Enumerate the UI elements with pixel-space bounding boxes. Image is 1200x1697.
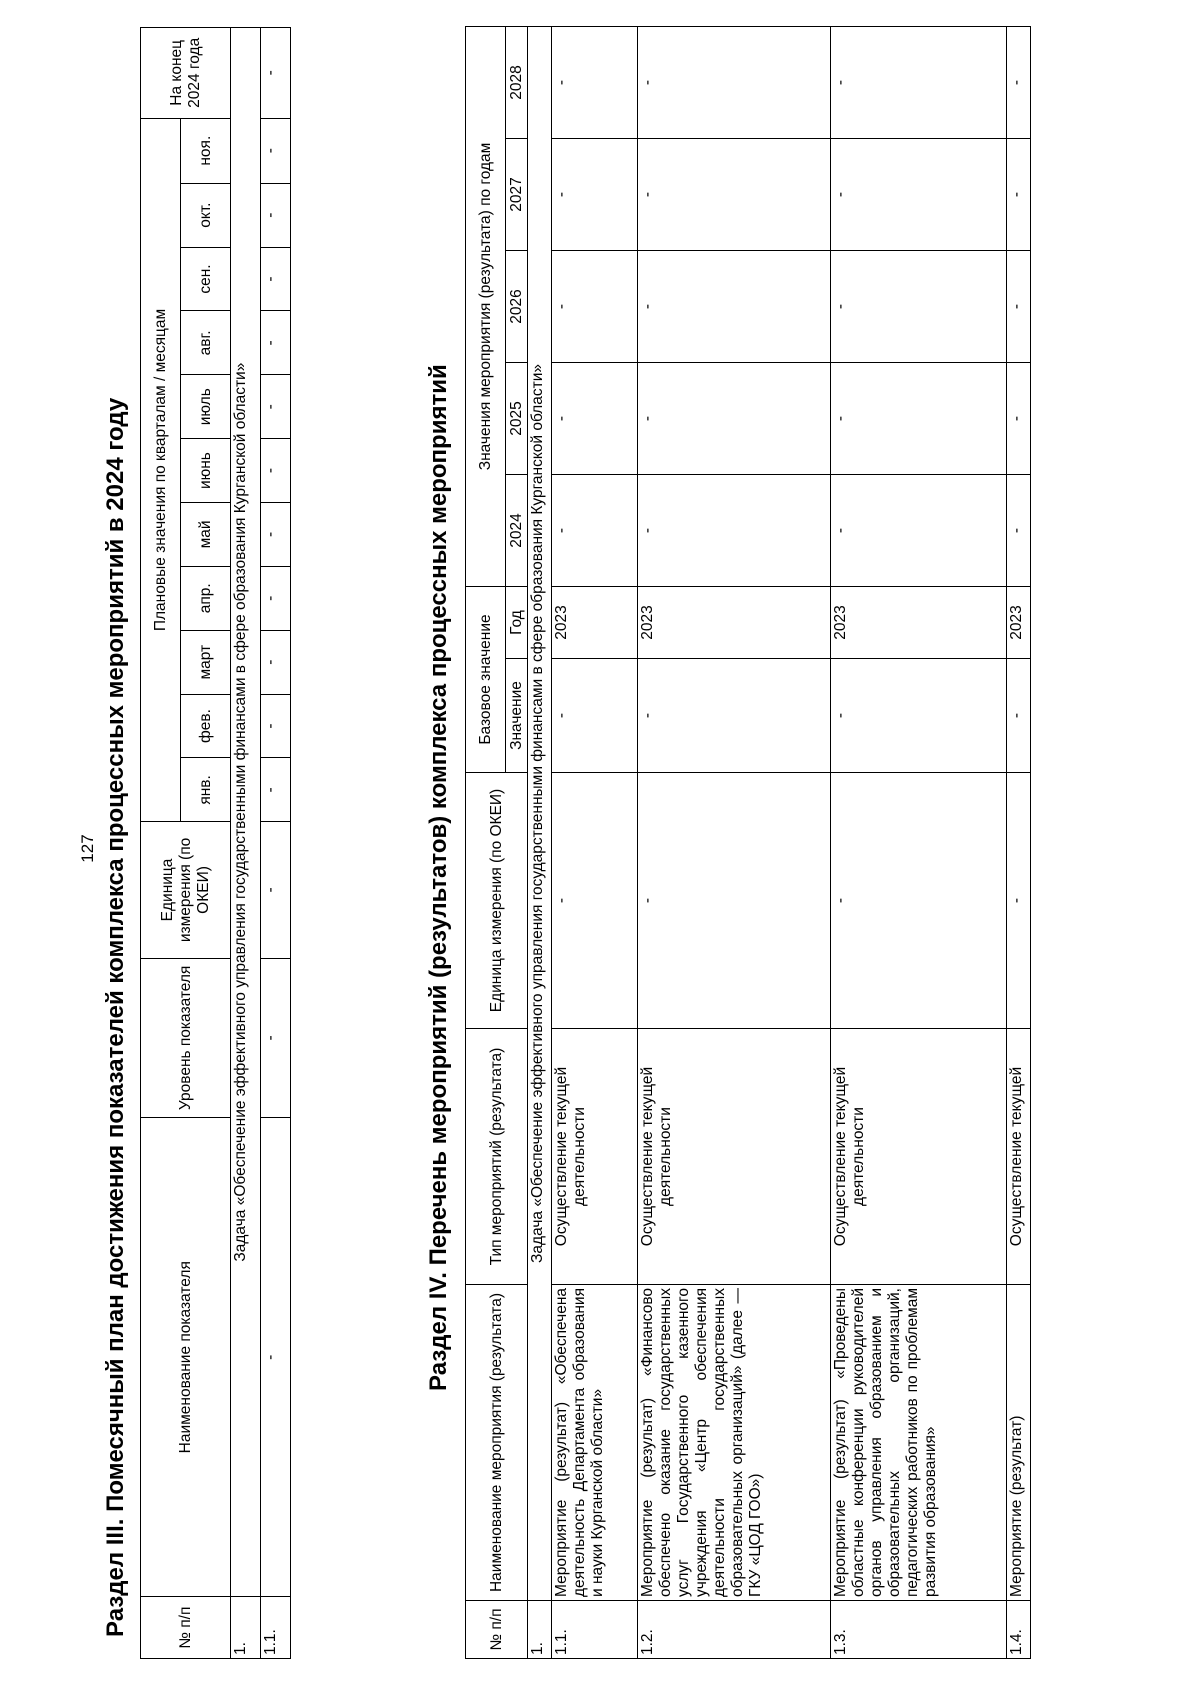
s3-row-level: - <box>261 958 291 1118</box>
s4-row-year-value: - <box>1007 138 1031 250</box>
s4-row-base-value: - <box>831 659 1007 773</box>
s3-task-text: Задача «Обеспечение эффективного управления государственными финансами в сфере образования Курганской области» <box>231 28 261 1597</box>
s3-row-month-value: - <box>261 503 291 567</box>
s4-row-year-value: - <box>638 250 831 362</box>
s3-header-unit: Единица измерения (по ОКЕИ) <box>141 822 231 958</box>
s3-row-unit: - <box>261 822 291 958</box>
table-row <box>638 26 831 1658</box>
s4-header-year: 2027 <box>506 138 528 250</box>
s3-row-month-value: - <box>261 758 291 822</box>
s3-row-month-value: - <box>261 247 291 311</box>
s4-row-year-value: - <box>552 26 638 138</box>
s4-row-num: 1.2. <box>638 1601 831 1659</box>
s4-row-name: Мероприятие (результат) «Обеспечена деятельность Департамента образования и науки Курганской области» <box>552 1285 638 1601</box>
s3-header-num: № п/п <box>141 1597 231 1659</box>
s4-row-year-value: - <box>638 138 831 250</box>
s4-header-year: 2026 <box>506 250 528 362</box>
s3-month: авг. <box>181 311 231 375</box>
s3-month: апр. <box>181 566 231 630</box>
s4-header-num: № п/п <box>466 1601 528 1659</box>
s4-row-base-year: 2023 <box>831 586 1007 658</box>
s4-row-year-value: - <box>1007 250 1031 362</box>
s4-header-values: Значения мероприятия (результата) по годам <box>466 26 506 586</box>
s3-header-plan: Плановые значения по кварталам / месяцам <box>141 118 181 822</box>
s4-row-name: Мероприятие (результат) <box>1007 1285 1031 1601</box>
s3-row-month-value: - <box>261 183 291 247</box>
s4-row-base-year: 2023 <box>638 586 831 658</box>
s4-row-name: Мероприятие (результат) «Проведены областные конференции руководителей органов управления образованием и образовательных организаций, педагогических работников по проблемам развития образования» <box>831 1285 1007 1601</box>
s3-month: июль <box>181 375 231 439</box>
s4-row-num: 1.3. <box>831 1601 1007 1659</box>
s3-month: март <box>181 630 231 694</box>
s4-row-base-value: - <box>552 659 638 773</box>
s3-header-name: Наименование показателя <box>141 1118 231 1597</box>
s3-row-month-value: - <box>261 630 291 694</box>
s3-month: фев. <box>181 694 231 758</box>
s3-row-month-value: - <box>261 311 291 375</box>
s4-row-num: 1.1. <box>552 1601 638 1659</box>
section4-title: Раздел IV. Перечень мероприятий (результатов) комплекса процессных мероприятий <box>425 364 452 1391</box>
s4-task-text: Задача «Обеспечение эффективного управления государственными финансами в сфере образования Курганской области» <box>528 26 552 1600</box>
s3-month: окт. <box>181 183 231 247</box>
s4-row-type: Осуществление текущей деятельности <box>831 1029 1007 1285</box>
table-row <box>1007 26 1031 1658</box>
s4-row-unit: - <box>552 773 638 1029</box>
s4-row-name: Мероприятие (результат) «Финансово обеспечено оказание государственных услуг Государственного казенного учреждения «Центр обеспечения деятельности государственных образовательных организаций» (далее — ГКУ «ЦОД ГОО») <box>638 1285 831 1601</box>
s4-row-year-value: - <box>552 474 638 586</box>
s3-task-num: 1. <box>231 1597 261 1659</box>
s4-row-year-value: - <box>638 26 831 138</box>
s4-row-base-value: - <box>1007 659 1031 773</box>
s4-header-type: Тип мероприятий (результата) <box>466 1029 528 1285</box>
s4-header-year: 2028 <box>506 26 528 138</box>
s4-row-year-value: - <box>552 138 638 250</box>
s3-month: ноя. <box>181 118 231 183</box>
s4-header-base: Базовое значение <box>466 586 506 772</box>
s4-row-type: Осуществление текущей деятельности <box>552 1029 638 1285</box>
table-row <box>552 26 638 1658</box>
s4-row-year-value: - <box>552 250 638 362</box>
s3-header-end: На конец 2024 года <box>141 28 231 119</box>
s4-row-year-value: - <box>831 138 1007 250</box>
s3-row-name: - <box>261 1118 291 1597</box>
s4-row-unit: - <box>1007 773 1031 1029</box>
section3-table <box>140 27 291 1659</box>
s3-month: сен. <box>181 247 231 311</box>
s4-row-year-value: - <box>1007 26 1031 138</box>
s4-header-base-year: Год <box>506 586 528 658</box>
s4-task-num: 1. <box>528 1601 552 1659</box>
section4-table <box>465 26 1031 1659</box>
s3-header-level: Уровень показателя <box>141 958 231 1118</box>
s4-row-base-year: 2023 <box>552 586 638 658</box>
s4-row-year-value: - <box>831 362 1007 474</box>
s3-row-month-value: - <box>261 118 291 183</box>
s3-row-end-value: - <box>261 28 291 119</box>
s3-row-month-value: - <box>261 439 291 503</box>
s3-month: янв. <box>181 758 231 822</box>
s4-row-year-value: - <box>552 362 638 474</box>
s4-row-year-value: - <box>638 362 831 474</box>
s4-row-unit: - <box>638 773 831 1029</box>
s4-row-base-year: 2023 <box>1007 586 1031 658</box>
s4-row-base-value: - <box>638 659 831 773</box>
s4-row-unit: - <box>831 773 1007 1029</box>
s4-row-year-value: - <box>1007 474 1031 586</box>
s4-row-num: 1.4. <box>1007 1601 1031 1659</box>
s4-row-year-value: - <box>1007 362 1031 474</box>
s4-row-year-value: - <box>638 474 831 586</box>
s4-header-name: Наименование мероприятия (результата) <box>466 1285 528 1601</box>
s4-header-unit: Единица измерения (по ОКЕИ) <box>466 773 528 1029</box>
s4-row-type: Осуществление текущей деятельности <box>638 1029 831 1285</box>
s4-header-base-value: Значение <box>506 659 528 773</box>
s3-month: июнь <box>181 439 231 503</box>
s3-row-num: 1.1. <box>261 1597 291 1659</box>
s3-row-month-value: - <box>261 375 291 439</box>
table-row <box>261 28 291 1659</box>
s3-row-month-value: - <box>261 694 291 758</box>
s4-header-year: 2024 <box>506 474 528 586</box>
table-row <box>831 26 1007 1658</box>
section3-title: Раздел III. Помесячный план достижения показателей комплекса процессных мероприятий в 2024 году <box>102 397 129 1637</box>
s3-row-month-value: - <box>261 566 291 630</box>
s4-row-year-value: - <box>831 26 1007 138</box>
page-number: 127 <box>78 834 97 863</box>
s4-row-year-value: - <box>831 250 1007 362</box>
s4-row-year-value: - <box>831 474 1007 586</box>
s3-month: май <box>181 503 231 567</box>
s4-header-year: 2025 <box>506 362 528 474</box>
s4-row-type: Осуществление текущей <box>1007 1029 1031 1285</box>
